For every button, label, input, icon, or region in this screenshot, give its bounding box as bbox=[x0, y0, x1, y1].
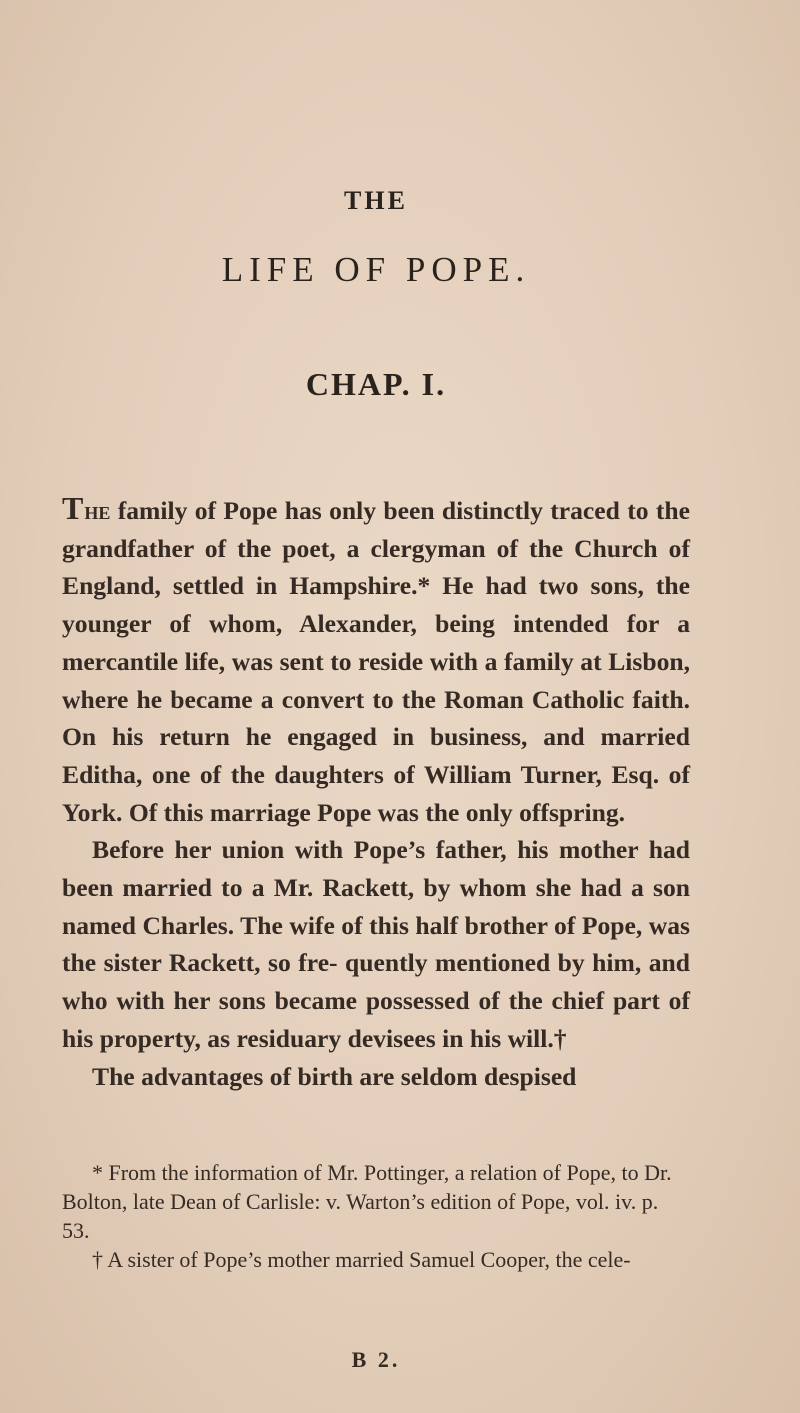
page-title: LIFE OF POPE. bbox=[221, 250, 531, 289]
paragraph-3: The advantages of birth are seldom despised bbox=[92, 1061, 577, 1091]
chapter-heading: CHAP. I. bbox=[305, 366, 447, 402]
paragraph-1 bbox=[62, 490, 690, 831]
paragraph-1-text: family of Pope has only been distinctly traced to the grandfather of the poet, a clergyman of the Church of England, settled in Hampshire.* He had two sons, the younger of whom, Alexander, being intended for a mercantile life, was sent to reside with a family at Lisbon, where he became a convert to the Roman Catholic faith. On his return he engaged in business, and married Editha, one of the daughters of William Turner, Esq. of York. Of this marriage Pope was the only offspring. bbox=[62, 496, 690, 827]
footnote-1: * From the information of Mr. Pottinger, a relation of Pope, to Dr. Bolton, late Dean of Carlisle: v. Warton’s edition of Pope, vol. iv. p. 53. bbox=[62, 1160, 672, 1243]
dropcap-smallcaps: he bbox=[84, 496, 111, 525]
body-text bbox=[62, 490, 690, 1095]
footnotes bbox=[62, 1158, 690, 1274]
footnote-2: † A sister of Pope’s mother married Samuel Cooper, the cele- bbox=[92, 1247, 631, 1272]
the-heading: THE bbox=[344, 186, 408, 215]
paragraph-2: Before her union with Pope’s father, his mother had been married to a Mr. Rackett, by whom she had a son named Charles. The wife of this half brother of Pope, was the sister Rackett, so fre- quently mentioned by him, and who with her sons became possessed of the chief part of his property, as residuary devisees in his will.† bbox=[62, 835, 690, 1053]
dropcap: T bbox=[62, 490, 85, 526]
signature-mark: B 2. bbox=[351, 1347, 401, 1372]
